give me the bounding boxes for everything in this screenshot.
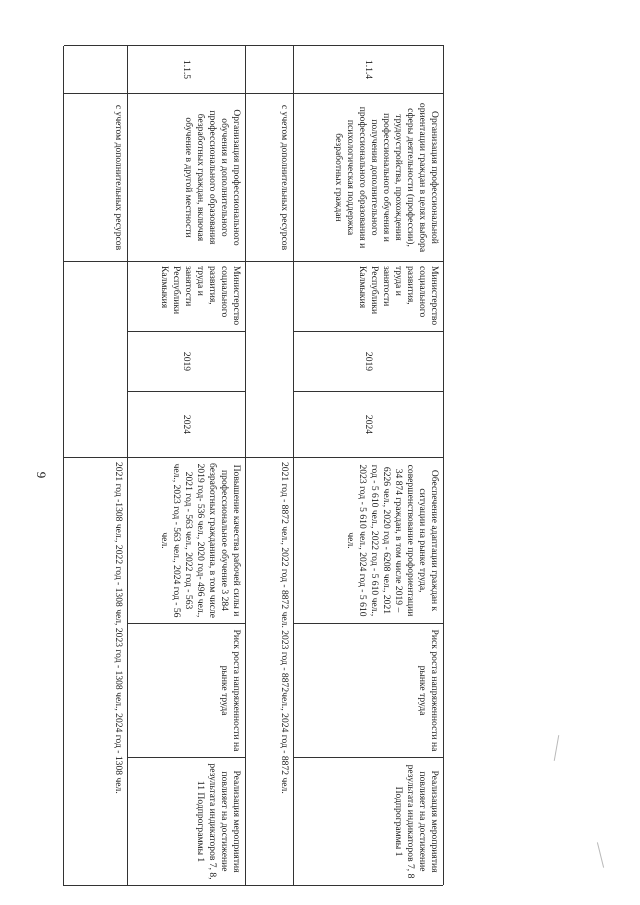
risk-cell-1-1-5: Риск роста напряженности на рынке труда: [127, 624, 245, 758]
page-number: 9: [34, 471, 49, 479]
blank-number-cell: [245, 46, 293, 94]
start-year-cell-1-1-5: 2019: [127, 332, 245, 392]
scan-mark: [554, 735, 559, 761]
blank-span-cell: [245, 262, 293, 458]
executor-cell-1-1-5: Министерство социального развития, труда и занятости Республики Калмыкия: [127, 262, 245, 332]
row-number-1-1-5: 1.1.5: [127, 46, 245, 94]
scan-mark: [597, 842, 604, 867]
result-cell-1-1-5: Повышение качества рабочей силы и профессиональное обучение 3 284 безработных гражданина, в том числе 2019 год- 536 чел., 2020 год- 496 чел., 2021 год - 563 чел., 2022 год - 563 чел., 2023 год - 563 чел., 2024 год - 56 чел.: [127, 458, 245, 624]
row-number-1-1-4: 1.1.4: [293, 46, 443, 94]
additional-resources-value-1-1-4: 2021 год - 8872 чел., 2022 год - 8872 чел. 2023 год - 8872чел., 2024 год - 8872 чел.: [245, 458, 293, 886]
event-cell-1-1-5: Организация профессионального обучения и дополнительного профессионального образования безработных граждан, включая обучение в другой местности: [127, 94, 245, 262]
additional-resources-value-1-1-5: 2021 год -1308 чел., 2022 год - 1308 чел, 2023 год - 1308 чел., 2024 год - 1308 чел.: [63, 458, 127, 886]
risk-cell-1-1-4: Риск роста напряженности на рынке труда: [293, 624, 443, 758]
executor-cell-1-1-4: Министерство социального развития, труда и занятости Республики Калмыкия: [293, 262, 443, 332]
additional-resources-label-1-1-5: с учетом дополнительных ресурсов: [63, 94, 127, 262]
end-year-cell-1-1-4: 2024: [293, 392, 443, 458]
indicator-link-cell-1-1-4: Реализация мероприятия повлияет на достижение результата индикаторов 7, 8 Подпрограммы 1: [293, 758, 443, 886]
blank-span-cell: [63, 262, 127, 458]
indicator-link-cell-1-1-5: Реализация мероприятия повлияет на достижение результата индикаторов 7, 8, 11 Подпрограммы 1: [127, 758, 245, 886]
end-year-cell-1-1-5: 2024: [127, 392, 245, 458]
result-cell-1-1-4: Обеспечение адаптации граждан к ситуации на рынке труда, совершенствование профориентации 34 874 граждан, в том числе 2019 – 6226 чел., 2020 год - 6208 чел., 2021 год - 5 610 чел., 2022 год - 5 610 чел., 2023 год - 5 610 чел., 2024 год - 5 610 чел.: [293, 458, 443, 624]
rotated-table-sheet: [64, 45, 444, 885]
event-cell-1-1-4: Организация профессиональной ориентации граждан в целях выбора сферы деятельности (профессии), трудоустройства, прохождения профессионального обучения и получения дополнительного профессионального образования и психологическая поддержка безработных граждан: [293, 94, 443, 262]
start-year-cell-1-1-4: 2019: [293, 332, 443, 392]
measures-table: [64, 45, 444, 885]
additional-resources-label-1-1-4: с учетом дополнительных ресурсов: [245, 94, 293, 262]
blank-number-cell: [63, 46, 127, 94]
